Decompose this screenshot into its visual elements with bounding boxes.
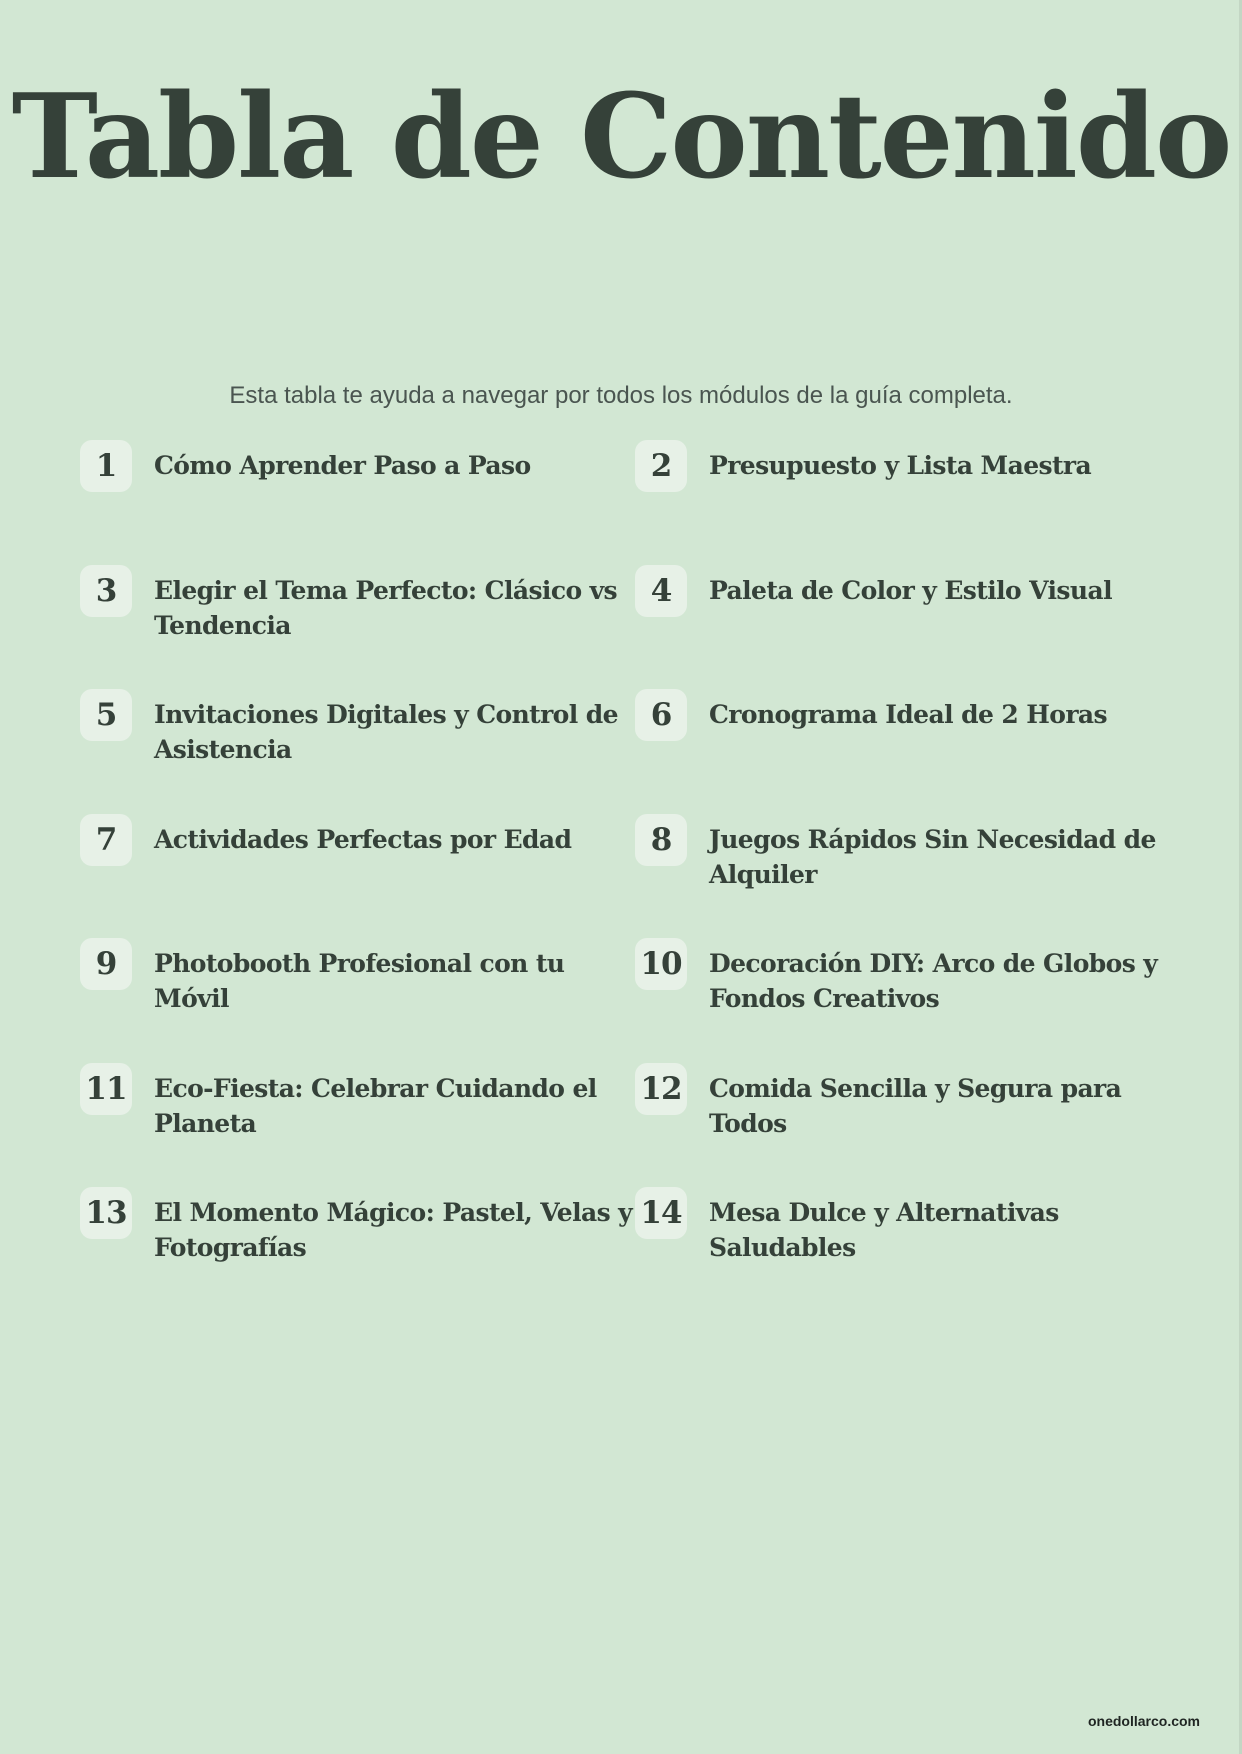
- toc-item-title: Presupuesto y Lista Maestra: [709, 451, 1092, 480]
- toc-number-badge: 14: [635, 1187, 687, 1239]
- toc-number-badge: 9: [80, 938, 132, 990]
- toc-item-title: Actividades Perfectas por Edad: [154, 824, 572, 854]
- toc-number-badge: 4: [635, 565, 687, 617]
- toc-item-title: Elegir el Tema Perfecto: Clásico vs Tendencia: [154, 575, 618, 640]
- toc-item-5[interactable]: [80, 689, 635, 814]
- toc-item-title: Comida Sencilla y Segura para Todos: [709, 1073, 1122, 1138]
- page-subtitle: Esta tabla te ayuda a navegar por todos los módulos de la guía completa.: [229, 382, 1013, 409]
- table-of-contents: [80, 440, 1160, 1312]
- toc-number-badge: 1: [80, 440, 132, 492]
- toc-number-badge: 8: [635, 814, 687, 866]
- toc-number-badge: 5: [80, 689, 132, 741]
- toc-item-9[interactable]: [80, 938, 635, 1063]
- toc-number-badge: 6: [635, 689, 687, 741]
- toc-item-title: Paleta de Color y Estilo Visual: [709, 575, 1112, 605]
- toc-item-title: Invitaciones Digitales y Control de Asistencia: [154, 700, 618, 764]
- toc-item-10[interactable]: [635, 938, 1160, 1063]
- toc-number-badge: 10: [635, 938, 687, 990]
- toc-number-badge: 7: [80, 814, 132, 866]
- toc-number-badge: 11: [80, 1063, 132, 1115]
- toc-item-13[interactable]: [80, 1187, 635, 1312]
- toc-item-2[interactable]: [635, 440, 1160, 565]
- footer-website: onedollarco.com: [1087, 1713, 1200, 1729]
- toc-item-14[interactable]: [635, 1187, 1160, 1312]
- toc-item-7[interactable]: [80, 814, 635, 939]
- toc-item-title: Decoración DIY: Arco de Globos y Fondos Creativos: [709, 949, 1158, 1013]
- toc-item-12[interactable]: [635, 1063, 1160, 1188]
- toc-item-8[interactable]: [635, 814, 1160, 939]
- toc-item-title: El Momento Mágico: Pastel, Velas y Fotografías: [154, 1198, 633, 1262]
- toc-item-3[interactable]: [80, 565, 635, 690]
- toc-item-1[interactable]: [80, 440, 635, 565]
- toc-number-badge: 13: [80, 1187, 132, 1239]
- toc-item-title: Cómo Aprender Paso a Paso: [154, 451, 531, 480]
- toc-number-badge: 12: [635, 1063, 687, 1115]
- toc-item-title: Photobooth Profesional con tu Móvil: [154, 949, 565, 1013]
- page-title: Tabla de Contenido: [11, 69, 1231, 205]
- toc-number-badge: 2: [635, 440, 687, 492]
- toc-item-title: Eco-Fiesta: Celebrar Cuidando el Planeta: [154, 1073, 597, 1138]
- toc-item-title: Juegos Rápidos Sin Necesidad de Alquiler: [709, 824, 1156, 889]
- toc-number-badge: 3: [80, 565, 132, 617]
- toc-item-title: Cronograma Ideal de 2 Horas: [709, 700, 1108, 729]
- toc-item-4[interactable]: [635, 565, 1160, 690]
- toc-item-title: Mesa Dulce y Alternativas Saludables: [709, 1198, 1059, 1262]
- toc-item-11[interactable]: [80, 1063, 635, 1188]
- toc-item-6[interactable]: [635, 689, 1160, 814]
